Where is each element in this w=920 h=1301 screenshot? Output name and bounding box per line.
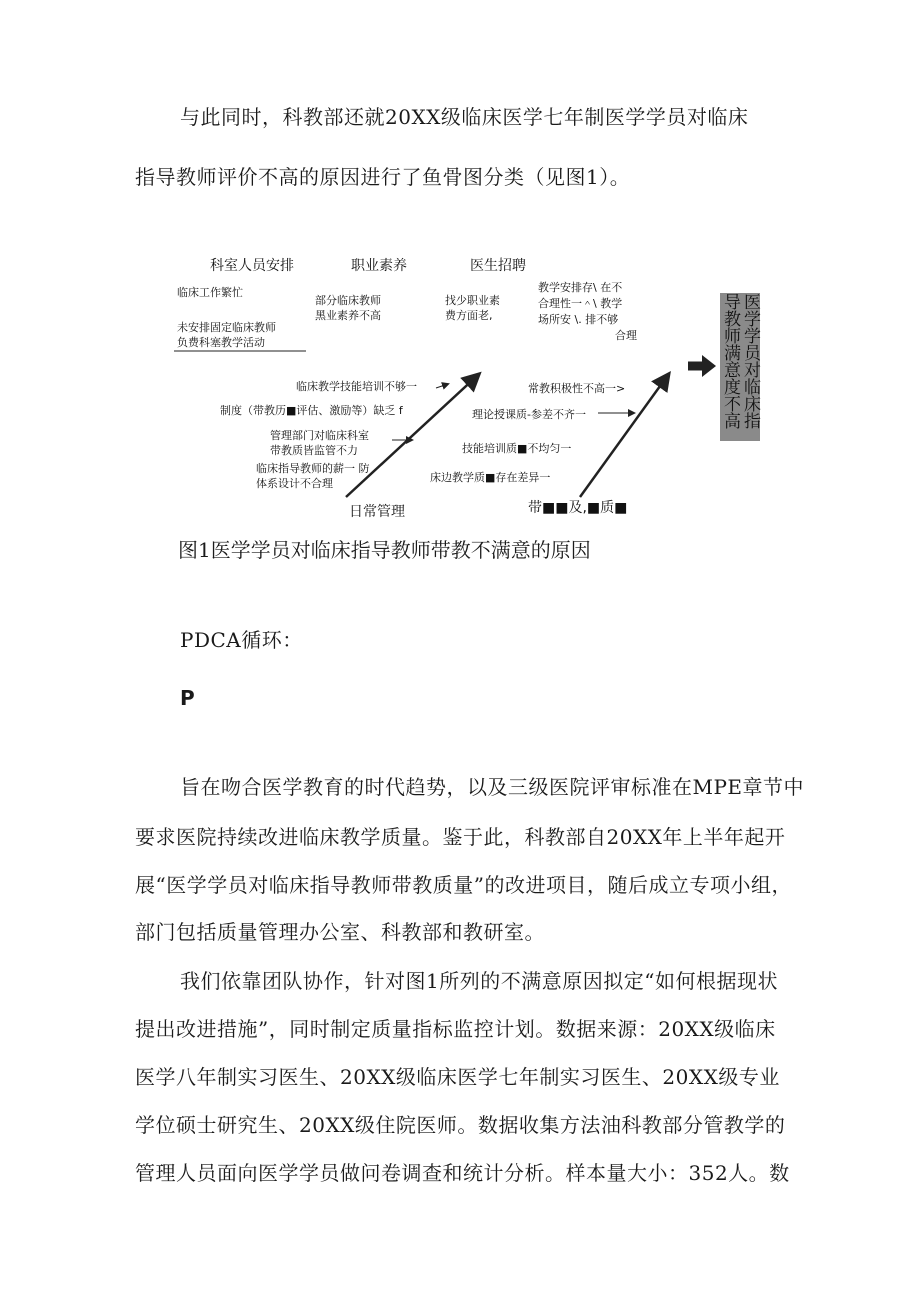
category-label: 医生招聘 [470,258,526,274]
category-label: 职业素养 [351,258,407,274]
cause-label: 带教质皆监管不力 [270,444,358,457]
paragraph-line: 旨在吻合医学教育的时代趋势，以及三级医院评审标准在MPE章节中 [180,775,805,799]
category-label: 带■■及,■质■ [528,500,628,516]
cause-label: 场所安 \. 排不够 [538,313,619,326]
cause-arrow [436,384,448,388]
paragraph-line: 指导教师评价不高的原因进行了鱼骨图分类（见图1）。 [135,165,631,189]
section-heading: PDCA循环： [180,628,303,652]
section-heading: P [180,686,196,710]
category-label: 科室人员安排 [210,258,294,274]
head-arrow-tip [702,355,716,377]
fishbone-diagram [160,235,760,525]
cause-label: 临床教学技能培训不够一 [296,380,417,393]
paragraph-line: 要求医院持续改进临床教学质量。鉴于此，科教部自20XX年上半年起开 [135,825,786,849]
cause-label: 体系设计不合理 [256,477,333,490]
paragraph-line: 医学八年制实习医生、20XX级临床医学七年制实习医生、20XX级专业 [135,1065,780,1089]
cause-label: 部分临床教师 [315,294,381,307]
cause-label: 费方面老, [445,309,493,322]
cause-label: 教学安排存\ 在不 [538,281,623,294]
cause-label: 黑业素养不高 [315,309,381,322]
paragraph-line: 展“医学学员对临床指导教师带教质量”的改进项目，随后成立专项小组， [135,873,792,897]
paragraph-line: 提出改进措施”，同时制定质量指标监控计划。数据来源：20XX级临床 [135,1017,776,1041]
paragraph-line: 管理人员面向医学学员做问卷调查和统计分析。样本量大小：352人。数 [135,1161,790,1185]
cause-label: 制度（带教历■评估、激励等）缺乏 f [220,404,403,417]
cause-label: 合理性一＾\ 教学 [538,297,623,310]
paragraph-line: 学位硕士研究生、20XX级住院医师。数据收集方法油科教部分管教学的 [135,1113,786,1137]
fishbone-head-text: 医学学员对临床指导教师满意度不高 [720,293,760,429]
paragraph-line: 与此同时，科教部还就20XX级临床医学七年制医学学员对临床 [180,105,749,129]
cause-label: 找少职业素 [445,294,500,307]
paragraph-line: 我们依靠团队协作，针对图1所列的不满意原因拟定“如何根据现状 [180,969,778,993]
cause-label: 理论授课质-参差不齐一 [472,408,586,421]
cause-label: 技能培训质■不均匀一 [462,442,572,455]
cause-label: 临床指导教师的薪一 防 [256,462,370,475]
cause-label: 常教积极性不高一> [528,382,626,395]
cause-label: 临床工作繁忙 [177,286,243,299]
category-label: 日常管理 [349,504,405,520]
figure-caption: 图1医学学员对临床指导教师带教不满意的原因 [178,538,591,562]
cause-label: 未安排固定临床教师 [177,321,276,334]
cause-label: 管理部门对临床科室 [270,429,369,442]
paragraph-line: 部门包括质量管理办公室、科教部和教研室。 [135,920,545,944]
cause-label: 合理 [615,329,637,342]
cause-label: 负费科塞教学活动 [177,336,265,349]
cause-label: 床边教学质■存在差异一 [430,471,551,484]
